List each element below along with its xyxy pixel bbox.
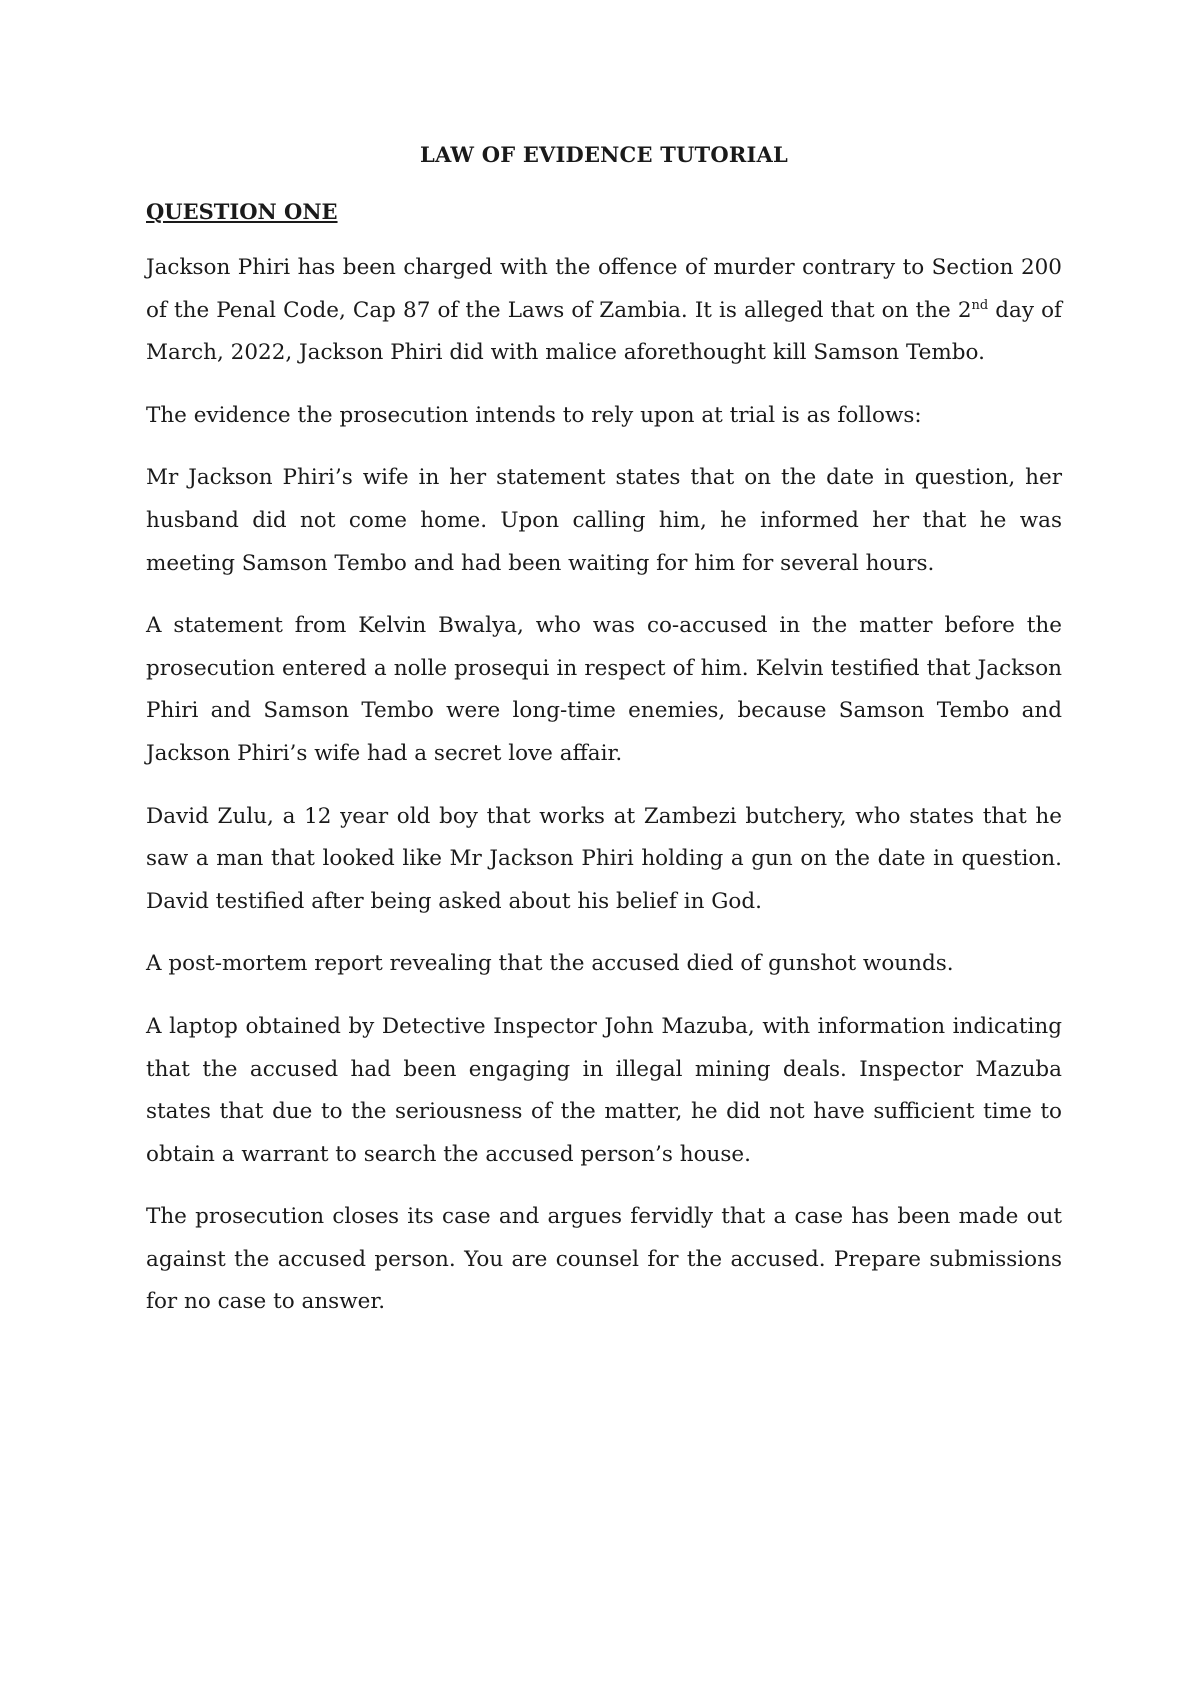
paragraph-evidence-intro: The evidence the prosecution intends to rely upon at trial is as follows: <box>146 402 922 428</box>
paragraph-post-mortem: A post-mortem report revealing that the accused died of gunshot wounds. <box>146 951 954 977</box>
paragraph-charge-text-end: day of March, 2022, Jackson Phiri did with malice aforethought kill Samson Tembo. <box>146 297 1062 366</box>
ordinal-superscript: nd <box>971 297 989 313</box>
paragraph-task: The prosecution closes its case and argues fervidly that a case has been made out against the accused person. You are counsel for the accused. Prepare submissions for no case to answer. <box>146 1204 1062 1315</box>
paragraph-charge-text-start: Jackson Phiri has been charged with the offence of murder contrary to Section 200 of the Penal Code, Cap 87 of the Laws of Zambia. It is alleged that on the 2 <box>146 255 1062 323</box>
paragraph-charge <box>146 247 1062 375</box>
question-heading: QUESTION ONE <box>146 199 338 224</box>
paragraph-laptop-evidence: A laptop obtained by Detective Inspector John Mazuba, with information indicating that the accused had been engaging in illegal mining deals. Inspector Mazuba states that due to the seriousness of the matter, he did not have sufficient time to obtain a warrant to search the accused person’s house. <box>146 1013 1062 1167</box>
paragraph-kelvin-statement: A statement from Kelvin Bwalya, who was co-accused in the matter before the prosecution entered a nolle prosequi in respect of him. Kelvin testified that Jackson Phiri and Samson Tembo were long-time enemies, because Samson Tembo and Jackson Phiri’s wife had a secret love affair. <box>146 613 1062 766</box>
document-title: LAW OF EVIDENCE TUTORIAL <box>420 142 788 167</box>
paragraph-david-statement: David Zulu, a 12 year old boy that works at Zambezi butchery, who states that he saw a man that looked like Mr Jackson Phiri holding a gun on the date in question. David testified after being asked about his belief in God. <box>146 803 1062 914</box>
document-body <box>146 140 1062 1344</box>
paragraph-wife-statement: Mr Jackson Phiri’s wife in her statement states that on the date in question, her husband did not come home. Upon calling him, he informed her that he was meeting Samson Tembo and had been waiting for him for several hours. <box>146 465 1062 576</box>
